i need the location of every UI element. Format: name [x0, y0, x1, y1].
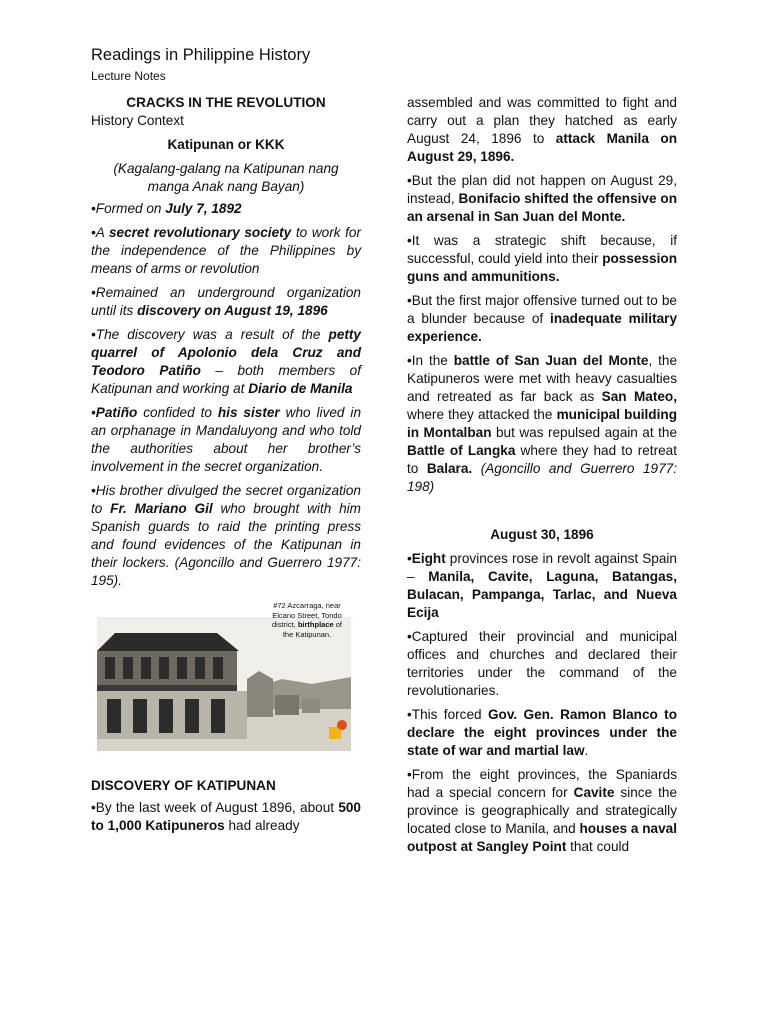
katipunan-heading: Katipunan or KKK — [167, 137, 285, 152]
document-title: Readings in Philippine History — [91, 46, 311, 64]
photo-caption: #72 Azcarraga, near Elcano Street, Tondo district, birthplace of the Katipunan. — [271, 601, 343, 639]
right-column — [407, 94, 677, 862]
paragraph-bonifacio-shift: •But the plan did not happen on August 29, instead, Bonifacio shifted the offensive on an arsenal in San Juan del Monte. — [407, 173, 678, 224]
paragraph-captured-offices: •Captured their provincial and municipal offices and churches and declared their territories under the command of the revolutionaries. — [407, 629, 677, 698]
paragraph-blunder: •But the first major offensive turned out to be a blunder because of inadequate military experience. — [407, 293, 678, 344]
document-subtitle: Lecture Notes — [91, 69, 166, 83]
katipunan-birthplace-photo — [97, 599, 351, 751]
paragraph-last-week-august: •By the last week of August 1896, about 500 to 1,000 Katipuneros had already — [91, 800, 361, 833]
katipunan-full-name: (Kagalang-galang na Katipunan nang manga Anak nang Bayan) — [113, 161, 339, 194]
paragraph-cavite-concern: •From the eight provinces, the Spaniards had a special concern for Cavite since the province is geographically and strategically located close to Manila, and houses a naval outpost at Sangley Point that could — [407, 767, 678, 854]
date-heading: August 30, 1896 — [490, 527, 594, 542]
paragraph-mariano-gil: •His brother divulged the secret organization to Fr. Mariano Gil who brought with him Spanish guards to raid the printing press and found evidences of the Katipunan in their lockers. (Agoncillo and Guerrero 1977: 195). — [91, 483, 361, 588]
paragraph-eight-provinces: •Eight provinces rose in revolt against Spain – Manila, Cavite, Laguna, Batangas, Bulacan, Pampanga, Tarlac, and Nueva Ecija — [407, 551, 677, 620]
paragraph-secret-society: •A secret revolutionary society to work for the independence of the Philippines by means of arms or revolution — [91, 225, 362, 276]
paragraph-petty-quarrel: •The discovery was a result of the petty quarrel of Apolonio dela Cruz and Teodoro Patiño – both members of Katipunan and working at Diario de Manila — [91, 327, 361, 396]
discovery-heading: DISCOVERY OF KATIPUNAN — [91, 778, 276, 793]
paragraph-strategic-shift: •It was a strategic shift because, if successful, could yield into their possession guns and ammunitions. — [407, 233, 677, 284]
paragraph-battle-san-juan: •In the battle of San Juan del Monte, the Katipuneros were met with heavy casualties and retreated as far back as San Mateo, where they attacked the municipal building in Montalban but was repulsed again at the Battle of Langka where they had to retreat to Balara. (Agoncillo and Guerrero 1977: 198) — [407, 353, 678, 494]
paragraph-patino-sister: •Patiño confided to his sister who lived in an orphanage in Mandaluyong and who told the authorities about her brother’s involvement in the secret organization. — [91, 405, 361, 474]
paragraph-underground: •Remained an underground organization until its discovery on August 19, 1896 — [91, 285, 361, 318]
history-context-label: History Context — [91, 113, 184, 128]
left-column — [91, 94, 361, 841]
paragraph-blanco-martial-law: •This forced Gov. Gen. Ramon Blanco to declare the eight provinces under the state of war and martial law. — [407, 707, 677, 758]
section-title: CRACKS IN THE REVOLUTION — [126, 95, 326, 110]
paragraph-formed: •Formed on July 7, 1892 — [91, 201, 242, 216]
paragraph-attack-manila-plan: assembled and was committed to fight and carry out a plan they hatched as early August 24, 1896 to attack Manila on August 29, 1896. — [407, 95, 677, 164]
